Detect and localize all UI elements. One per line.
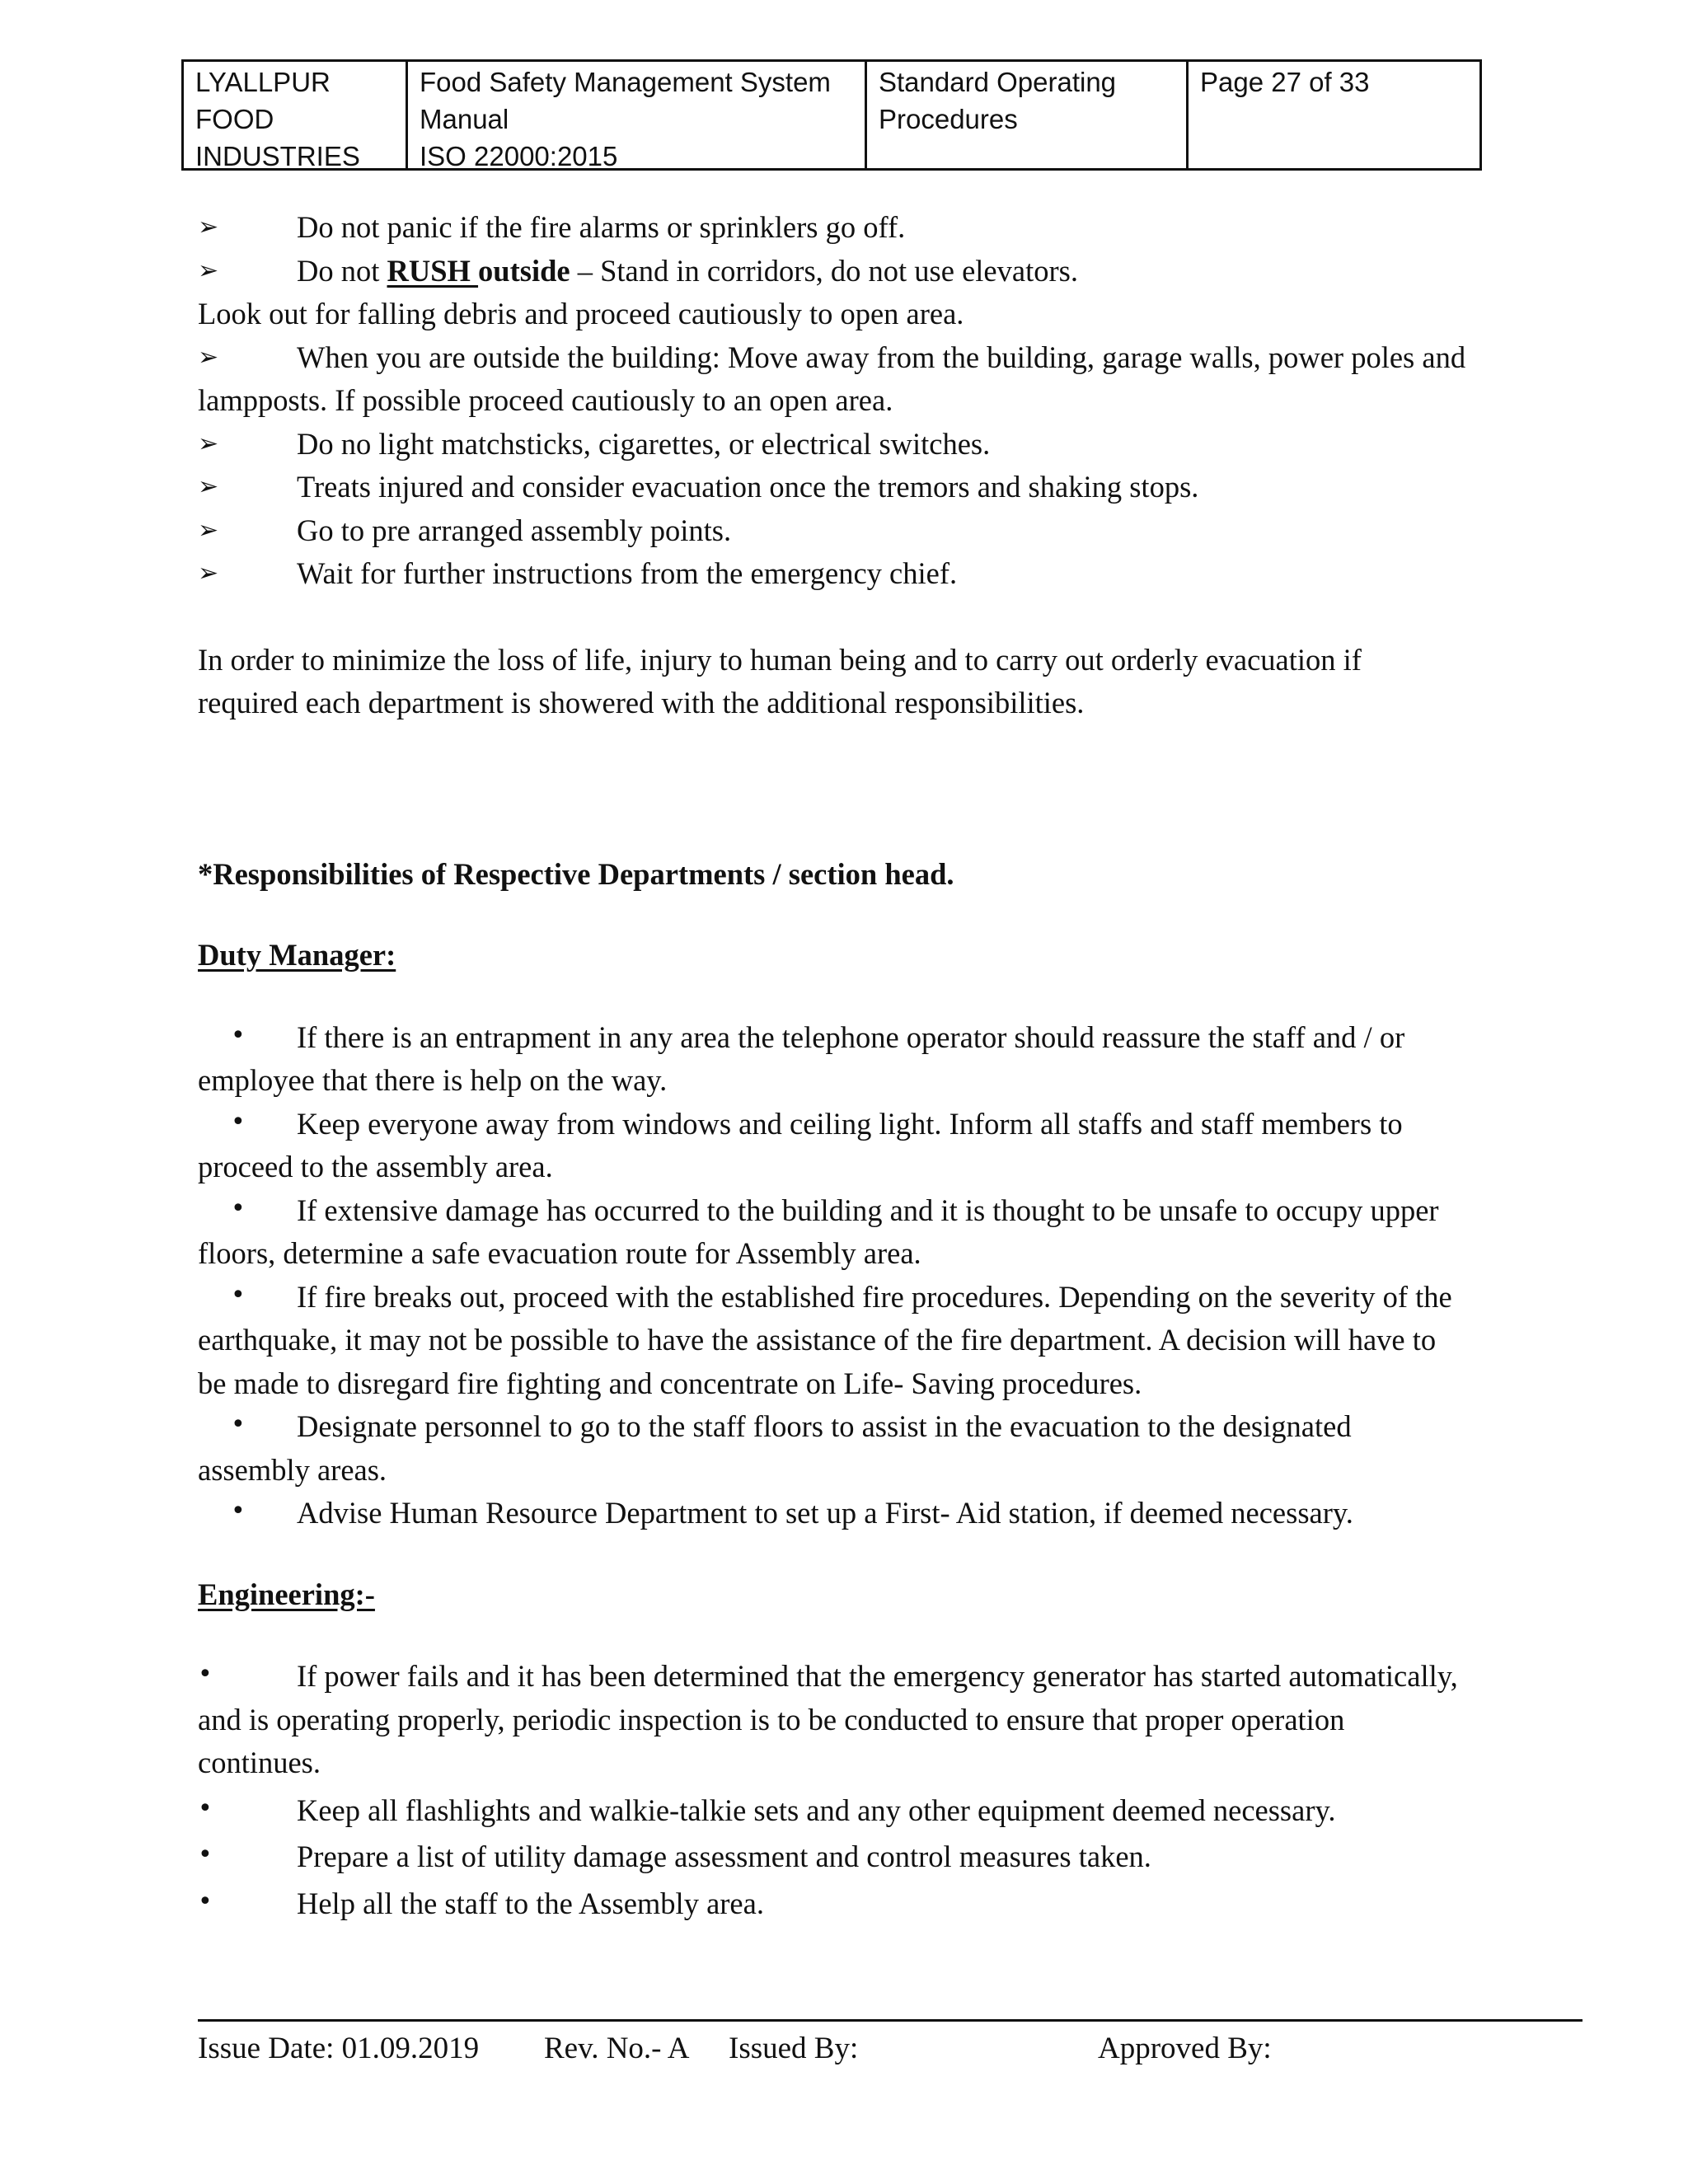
duty-manager-item <box>198 1492 1582 1535</box>
list-item-continuation: be made to disregard fire fighting and concentrate on Life- Saving procedures. <box>198 1366 1142 1400</box>
list-item-continuation: employee that there is help on the way. <box>198 1063 668 1097</box>
list-item-text: Designate personnel to go to the staff floors to assist in the evacuation to the designated <box>297 1409 1352 1443</box>
arrow-bullet-icon: ➢ <box>198 255 219 285</box>
document-body <box>198 206 1582 1925</box>
paragraph-line: required each department is showered with the additional responsibilities. <box>198 686 1085 719</box>
paragraph <box>198 293 1582 336</box>
arrow-list-item <box>198 206 1582 250</box>
arrow-bullet-icon: ➢ <box>198 559 219 588</box>
dot-bullet-icon: • <box>198 1840 213 1869</box>
arrow-bullet-icon: ➢ <box>198 342 219 372</box>
header-company-line: LYALLPUR <box>195 67 331 97</box>
arrow-bullet-icon: ➢ <box>198 429 219 458</box>
arrow-list-item <box>198 509 1582 553</box>
header-manual-cell <box>408 62 867 171</box>
header-section-line: Standard Operating <box>879 67 1117 97</box>
list-item-continuation: and is operating properly, periodic inspection is to be conducted to ensure that proper operation <box>198 1702 1345 1736</box>
dot-bullet-icon: • <box>231 1107 246 1137</box>
list-item-text: If there is an entrapment in any area the telephone operator should reassure the staff and / or <box>297 1019 1405 1054</box>
dot-bullet-icon: • <box>231 1280 246 1310</box>
dot-bullet-icon: • <box>231 1410 246 1439</box>
footer-divider <box>198 2019 1582 2022</box>
duty-manager-item <box>198 1276 1582 1406</box>
arrow-list-item <box>198 552 1582 596</box>
engineering-item <box>198 1655 1582 1785</box>
engineering-heading: Engineering:- <box>198 1577 375 1611</box>
arrow-bullet-icon: ➢ <box>198 213 219 241</box>
dot-bullet-icon: • <box>231 1020 246 1050</box>
header-manual-line: ISO 22000:2015 <box>420 141 618 171</box>
header-page-cell <box>1189 62 1479 168</box>
header-section-line: Procedures <box>879 104 1018 134</box>
list-item-text: Prepare a list of utility damage assessment and control measures taken. <box>297 1840 1151 1873</box>
duty-manager-item <box>198 1405 1582 1492</box>
engineering-item <box>198 1882 1582 1926</box>
list-item-text: If extensive damage has occurred to the building and it is thought to be unsafe to occupy upper <box>297 1193 1439 1227</box>
dot-bullet-icon: • <box>198 1660 213 1689</box>
footer-issued-by: Issued By: <box>729 2032 859 2065</box>
list-item-text: When you are outside the building: Move away from the building, garage walls, power poles and <box>297 340 1466 374</box>
list-item-text: Keep everyone away from windows and ceiling light. Inform all staffs and staff members to <box>297 1106 1403 1141</box>
paragraph-line: In order to minimize the loss of life, injury to human being and to carry out orderly evacuation if <box>198 642 1362 677</box>
header-company-line: INDUSTRIES <box>195 141 360 171</box>
list-item-text: Wait for further instructions from the emergency chief. <box>297 556 958 590</box>
header-section-cell <box>867 62 1189 168</box>
dot-bullet-icon: • <box>231 1193 246 1223</box>
list-item-continuation: floors, determine a safe evacuation route for Assembly area. <box>198 1236 921 1270</box>
dot-bullet-icon: • <box>198 1793 213 1823</box>
arrow-list-item <box>198 423 1582 466</box>
footer-rev-no: Rev. No.- A <box>544 2032 690 2065</box>
dot-bullet-icon: • <box>198 1886 213 1916</box>
list-item-continuation: earthquake, it may not be possible to have the assistance of the fire department. A decision will have to <box>198 1323 1437 1357</box>
dot-bullet-icon: • <box>231 1497 246 1526</box>
duty-manager-item <box>198 1189 1582 1276</box>
list-item-text: Advise Human Resource Department to set up a First- Aid station, if deemed necessary. <box>297 1496 1353 1530</box>
list-item-text: Help all the staff to the Assembly area. <box>297 1886 764 1920</box>
header-company-line: FOOD <box>195 104 274 134</box>
header-manual-line: Food Safety Management System <box>420 67 831 97</box>
arrow-list-item <box>198 466 1582 509</box>
list-item-text: Do no light matchsticks, cigarettes, or electrical switches. <box>297 426 991 461</box>
duty-manager-item <box>198 1016 1582 1103</box>
emphasis-rush: RUSH <box>387 253 479 288</box>
footer-approved-by: Approved By: <box>1098 2032 1272 2065</box>
emphasis-outside: outside <box>478 253 570 288</box>
list-item-continuation: assembly areas. <box>198 1452 387 1487</box>
responsibilities-title: *Responsibilities of Respective Departments / section head. <box>198 856 954 891</box>
list-item-text: Keep all flashlights and walkie-talkie sets and any other equipment deemed necessary. <box>297 1793 1336 1827</box>
arrow-list-item <box>198 250 1582 293</box>
footer-issue-date: Issue Date: 01.09.2019 <box>198 2032 480 2065</box>
list-item-text: If power fails and it has been determined that the emergency generator has started automatically, <box>297 1659 1458 1693</box>
list-item-text: Do not panic if the fire alarms or sprinklers go off. <box>297 210 906 244</box>
intro-paragraph <box>198 639 1582 725</box>
duty-manager-heading: Duty Manager: <box>198 938 396 972</box>
list-item-text: If fire breaks out, proceed with the established fire procedures. Depending on the severity of the <box>297 1279 1452 1314</box>
header-manual-line: Manual <box>420 104 509 134</box>
list-item-continuation: proceed to the assembly area. <box>198 1150 553 1183</box>
list-item-text: – Stand in corridors, do not use elevators. <box>570 253 1078 288</box>
document-header-table <box>181 59 1482 171</box>
list-item-text: Do not <box>297 253 387 288</box>
paragraph-line: Look out for falling debris and proceed cautiously to open area. <box>198 297 964 330</box>
list-item-text: Go to pre arranged assembly points. <box>297 513 732 547</box>
header-company-cell <box>184 62 408 171</box>
arrow-bullet-icon: ➢ <box>198 472 219 501</box>
arrow-list-item <box>198 336 1582 423</box>
duty-manager-item <box>198 1103 1582 1189</box>
list-item-continuation: lampposts. If possible proceed cautiously to an open area. <box>198 383 893 417</box>
page-number: Page 27 of 33 <box>1200 67 1370 97</box>
engineering-item <box>198 1789 1582 1833</box>
list-item-continuation: continues. <box>198 1746 321 1779</box>
arrow-bullet-icon: ➢ <box>198 515 219 545</box>
list-item-text: Treats injured and consider evacuation once the tremors and shaking stops. <box>297 470 1199 504</box>
engineering-item <box>198 1835 1582 1879</box>
